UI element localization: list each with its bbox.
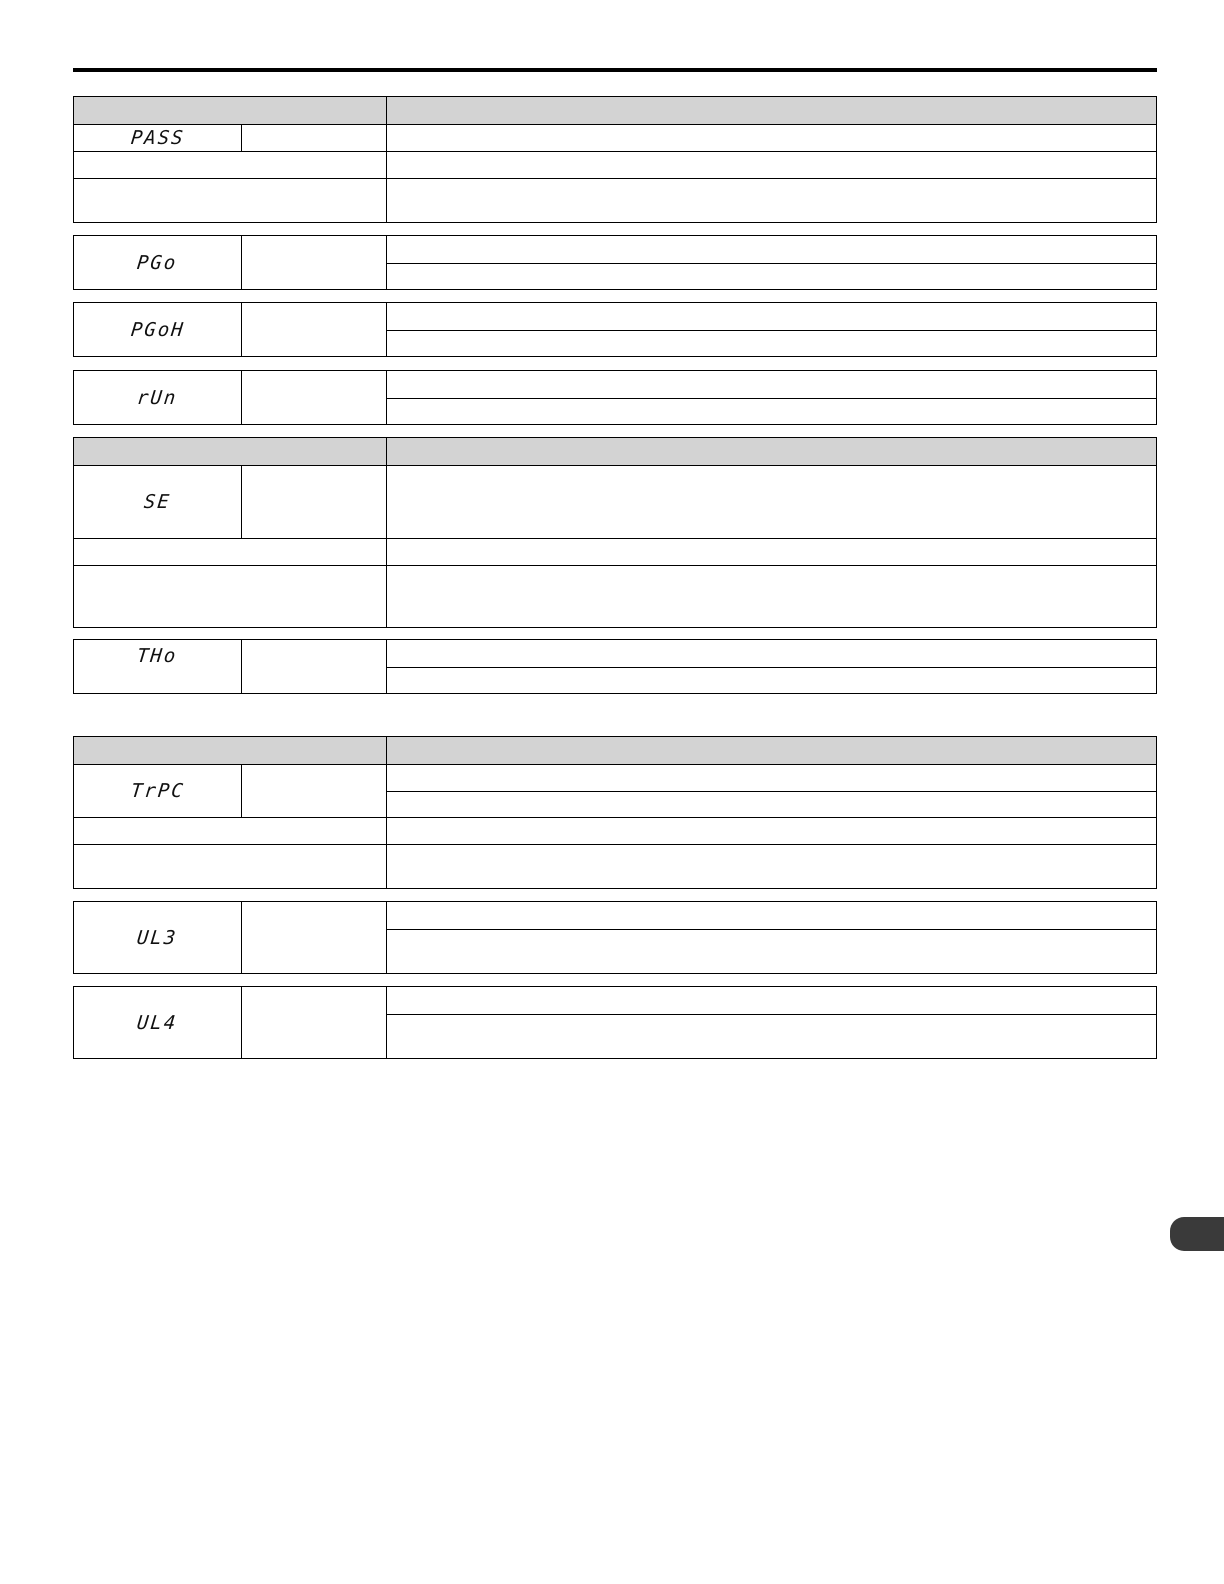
table-row [74, 844, 1156, 888]
table-header [74, 97, 1156, 124]
table-row [74, 640, 1156, 693]
table-row [74, 124, 1156, 151]
code-cell [74, 236, 242, 289]
display-code: rUn [136, 386, 179, 409]
table-ul4 [73, 986, 1157, 1059]
table-row [74, 987, 1156, 1058]
display-code: UL4 [136, 1011, 179, 1034]
display-code: SE [142, 491, 173, 513]
code-cell [74, 765, 242, 817]
display-code: PASS [129, 127, 186, 149]
table-se [73, 437, 1157, 628]
table-row [74, 764, 1156, 817]
table-row [74, 538, 1156, 565]
display-code: PGoH [129, 318, 186, 341]
code-cell [74, 987, 242, 1058]
code-cell [74, 902, 242, 973]
table-trpc [73, 736, 1157, 889]
table-tho [73, 639, 1157, 694]
table-header [74, 438, 1156, 465]
table-row [74, 565, 1156, 627]
table-row [74, 817, 1156, 844]
table-row [74, 303, 1156, 356]
display-code: PGo [136, 251, 179, 274]
table-pgo [73, 235, 1157, 290]
table-row [74, 371, 1156, 424]
table-row [74, 236, 1156, 289]
display-code: UL3 [136, 926, 179, 949]
code-cell [74, 125, 242, 151]
code-cell [74, 640, 242, 693]
table-row [74, 178, 1156, 222]
table-run [73, 370, 1157, 425]
code-cell [74, 371, 242, 424]
table-header [74, 737, 1156, 764]
table-row [74, 151, 1156, 178]
display-code: TrPC [129, 780, 186, 802]
display-code: THo [136, 645, 179, 667]
header-rule [73, 68, 1157, 72]
chapter-tab-marker [1170, 1217, 1224, 1251]
table-row [74, 902, 1156, 973]
code-cell [74, 466, 242, 538]
table-pgoh [73, 302, 1157, 357]
code-cell [74, 303, 242, 356]
table-row [74, 465, 1156, 538]
table-pass [73, 96, 1157, 223]
table-ul3 [73, 901, 1157, 974]
